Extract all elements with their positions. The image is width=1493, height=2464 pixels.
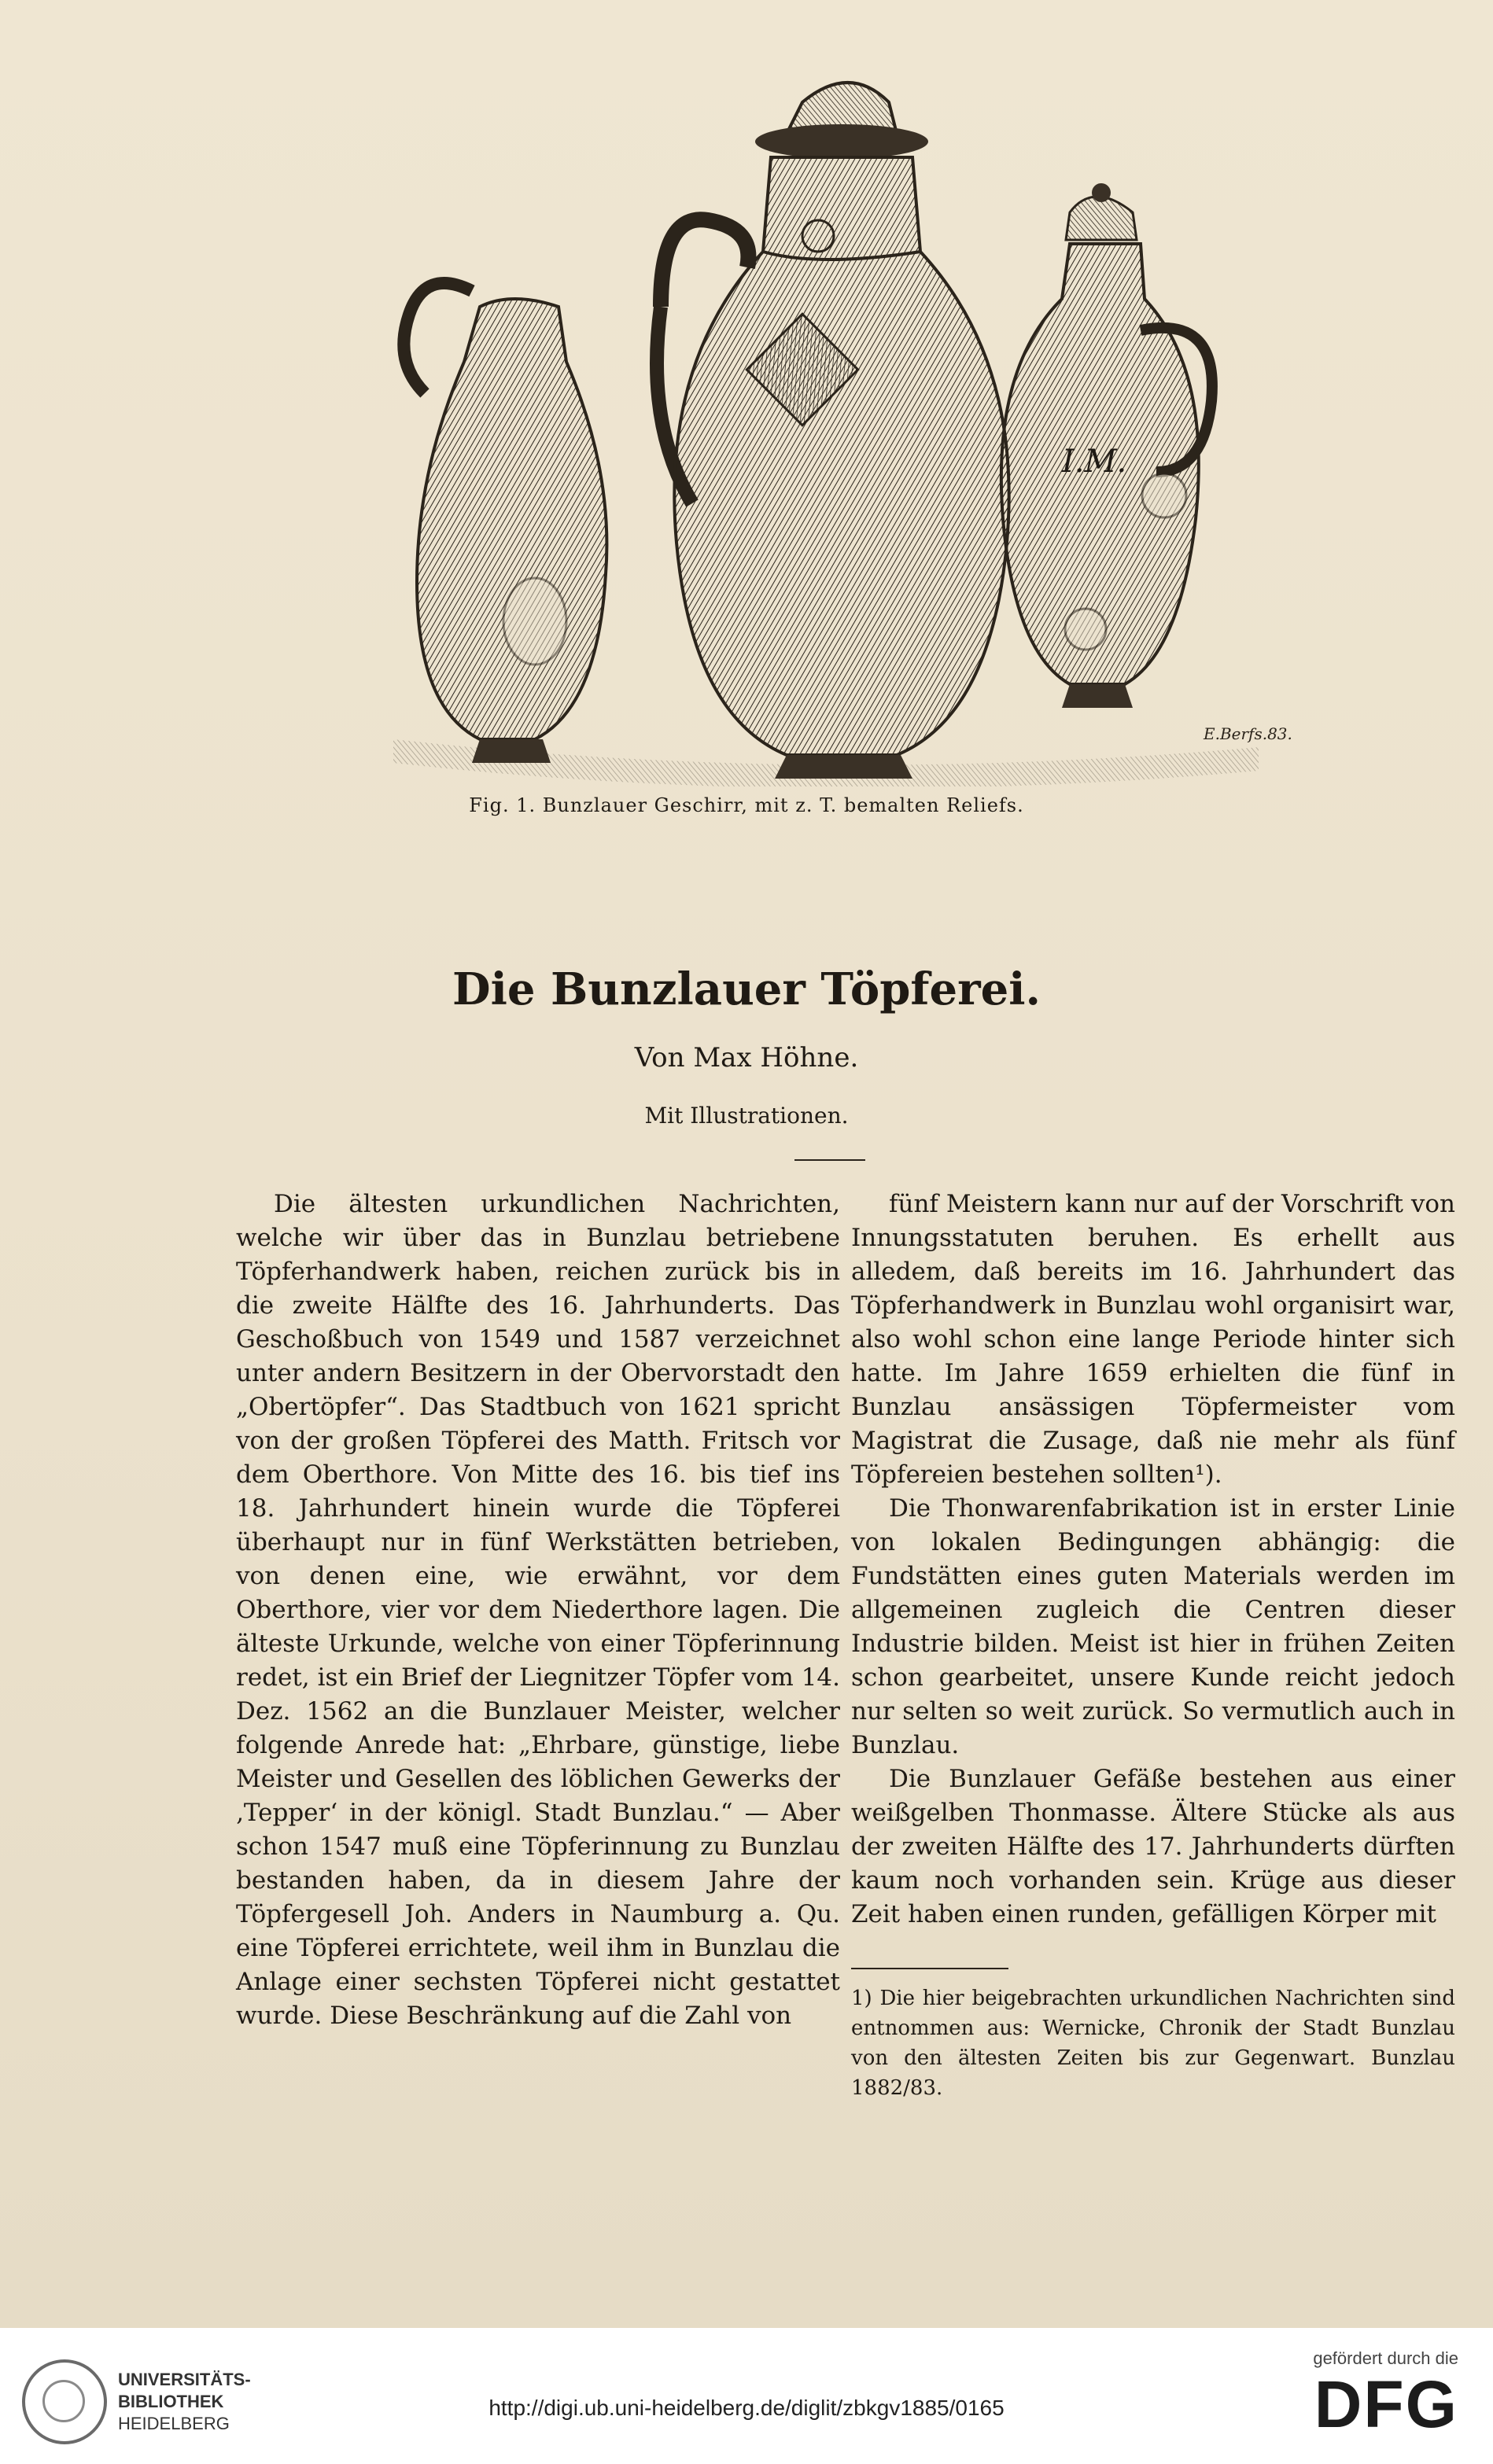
funding-text: gefördert durch die — [1313, 2348, 1458, 2368]
title-divider — [794, 1159, 865, 1161]
left-column — [236, 1188, 840, 2033]
paragraph: Die Thonwarenfabrikation ist in erster Linie von lokalen Bedingungen abhängig: die Fundstätten eines guten Materials werden im allgemeinen zugleich die Centren dieser Industrie bilden. Meist ist hier in frühen Zeiten schon gearbeitet, unsere Kunde reicht jedoch nur selten so weit zurück. So vermutlich auch in Bunzlau. — [851, 1494, 1455, 1759]
dfg-logo: DFG — [1314, 2367, 1458, 2441]
footnote: 1) Die hier beigebrachten urkundlichen Nachrichten sind entnommen aus: Wernicke, Chronik der Stadt Bunzlau von den ältesten Zeiten bis zur Gegenwart. Bunzlau 1882/83. — [851, 1987, 1455, 2100]
article-byline: Von Max Höhne. — [634, 1042, 859, 1074]
tall-lidded-jug-drawing — [657, 83, 1009, 779]
funder-logo[interactable] — [1313, 2348, 1458, 2440]
monogram-jug-drawing — [1001, 183, 1212, 708]
paragraph: Die ältesten urkundlichen Nachrichten, welche wir über das in Bunzlau betriebene Töpferhandwerk haben, reichen zurück bis in die zweite Hälfte des 16. Jahrhunderts. Das Geschoßbuch von 1549 und 1587 verzeichnet unter andern Besitzern in der Obervorstadt den „Obertöpfer“. Das Stadtbuch von 1621 spricht von der großen Töpferei des Matth. Fritsch vor dem Oberthore. Von Mitte des 16. bis tief ins 18. Jahrhundert hinein wurde die Töpferei überhaupt nur in fünf Werkstätten betrieben, von denen eine, wie erwähnt, vor dem Oberthore, vier vor dem Niederthore lagen. Die älteste Urkunde, welche von einer Töpferinnung redet, ist ein Brief der Liegnitzer Töpfer vom 14. Dez. 1562 an die Bunzlauer Meister, welcher folgende Anrede hat: „Ehrbare, günstige, liebe Meister und Gesellen des löblichen Gewerks der ‚Tepper‘ in der königl. Stadt Bunzlau.“ — Aber schon 1547 muß eine Töpferinnung zu Bunzlau bestanden haben, da in diesem Jahre der Töpfergesell Joh. Anders in Naumburg a. Qu. eine Töpferei errichtete, weil ihm in Bunzlau die Anlage einer sechsten Töpferei nicht gestattet wurde. Diese Beschränkung auf die Zahl von — [236, 1190, 840, 2030]
right-column — [851, 1188, 1455, 1932]
jug-monogram: I.M. — [1062, 444, 1127, 480]
paragraph: Die Bunzlauer Gefäße bestehen aus einer weißgelben Thonmasse. Ältere Stücke als aus der zweiten Hälfte des 17. Jahrhunderts dürften kaum noch vorhanden sein. Krüge aus dieser Zeit haben einen runden, gefälligen Körper mit — [851, 1765, 1455, 1928]
artist-signature: E.Berfs.83. — [1204, 724, 1292, 743]
pottery-illustration — [378, 31, 1298, 786]
paragraph: fünf Meistern kann nur auf der Vorschrift von Innungsstatuten beruhen. Es erhellt aus alledem, daß bereits im 16. Jahrhundert das Töpferhandwerk in Bunzlau wohl organisirt war, also wohl schon eine lange Periode hinter sich hatte. Im Jahre 1659 erhielten die fünf in Bunzlau ansässigen Töpfermeister vom Magistrat die Zusage, daß nie mehr als fünf Töpfereien bestehen sollten¹). — [851, 1190, 1455, 1489]
library-name-line: BIBLIOTHEK — [118, 2392, 224, 2411]
small-jug-drawing — [404, 283, 606, 763]
article-title: Die Bunzlauer Töpferei. — [452, 963, 1041, 1015]
figure-caption: Fig. 1. Bunzlauer Geschirr, mit z. T. bemalten Reliefs. — [469, 794, 1024, 816]
footnote-divider — [851, 1968, 1008, 1969]
library-name-line: HEIDELBERG — [118, 2414, 230, 2433]
library-name-line: UNIVERSITÄTS- — [118, 2370, 251, 2389]
article-subline: Mit Illustrationen. — [644, 1103, 849, 1129]
page-url-link[interactable]: http://digi.ub.uni-heidelberg.de/diglit/zbkgv1885/0165 — [488, 2396, 1005, 2420]
